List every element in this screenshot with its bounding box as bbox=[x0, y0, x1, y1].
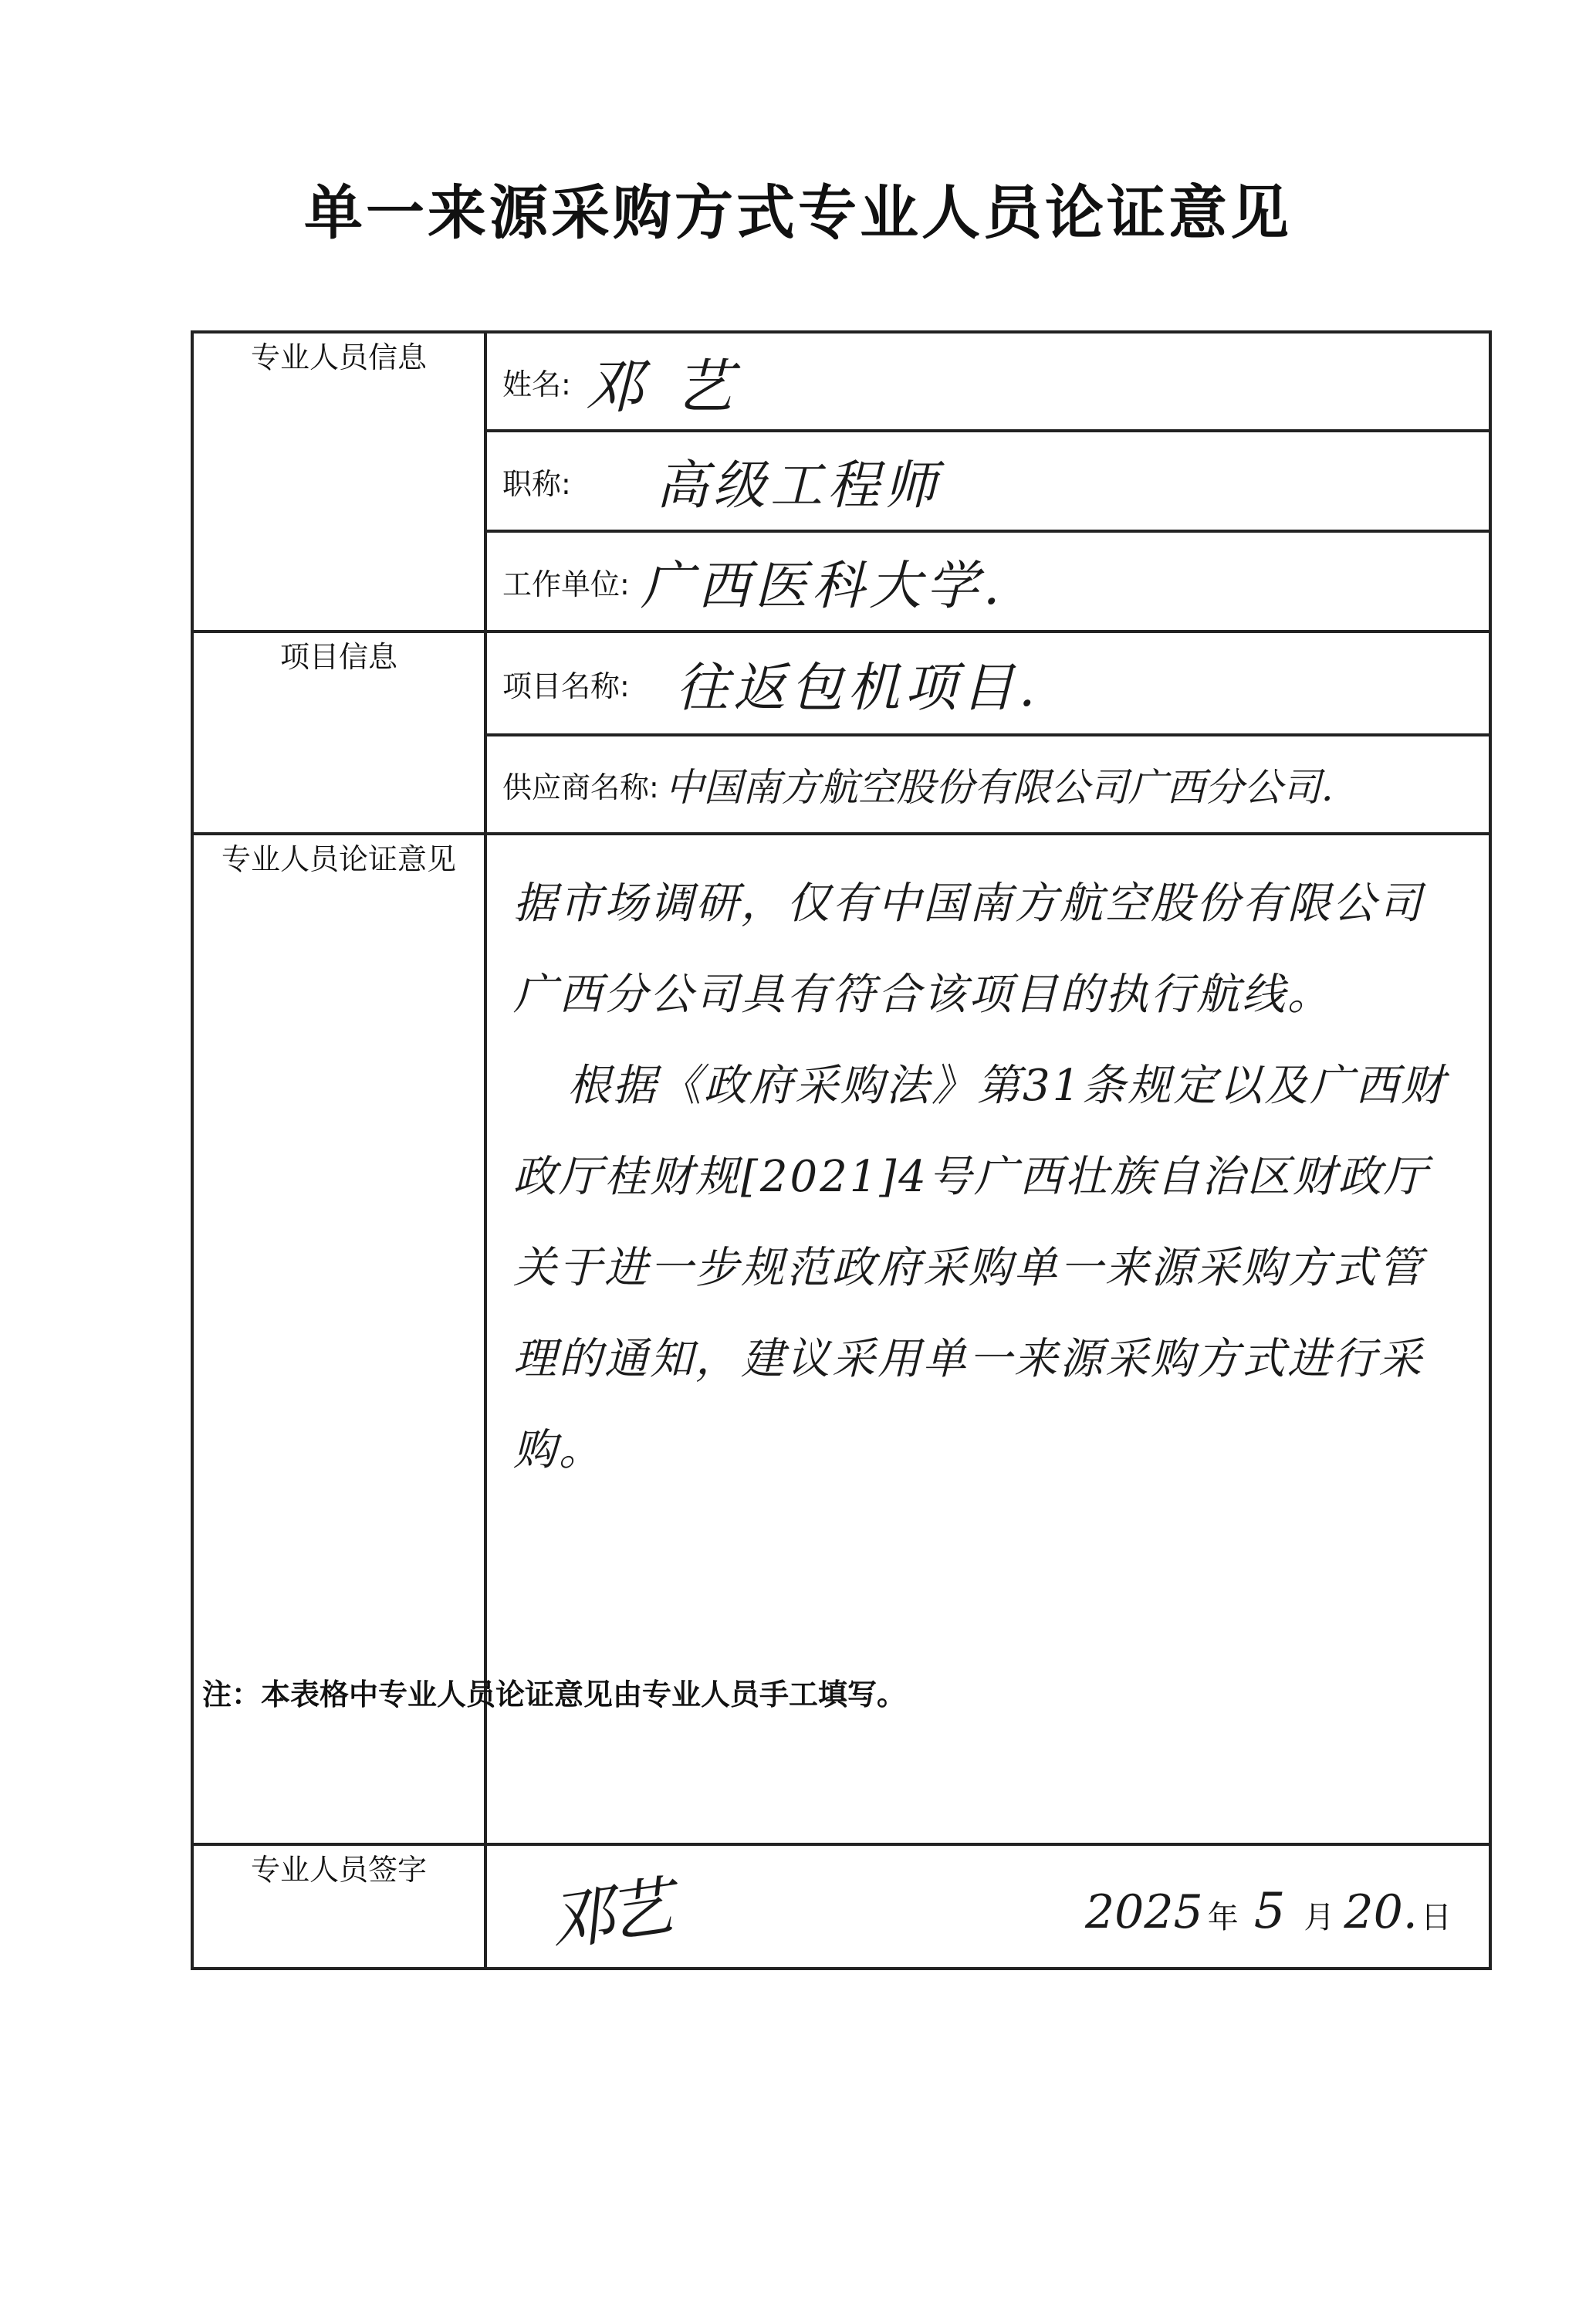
unit-label: 工作单位: bbox=[502, 567, 630, 601]
date-year-unit: 年 bbox=[1207, 1900, 1239, 1935]
opinion-paragraph-2: 根据《政府采购法》第31条规定以及广西财政厅桂财规[2021]4号广西壮族自治区财政厅关于进一步规范政府采购单一来源采购方式管理的通知，建议采用单一来源采购方式进行采购。 bbox=[513, 1061, 1447, 1475]
page-title: 单一来源采购方式专业人员论证意见 bbox=[304, 178, 1292, 247]
unit-field bbox=[485, 531, 1490, 631]
supplier-value: 中国南方航空股份有限公司广西分公司. bbox=[664, 765, 1334, 810]
signature-handwriting: 邓艺 bbox=[544, 1868, 671, 1961]
title-label: 职称: bbox=[502, 466, 571, 501]
date-day-unit: 日 bbox=[1420, 1900, 1452, 1935]
name-label: 姓名: bbox=[502, 367, 571, 401]
title-value: 高级工程师 bbox=[655, 455, 942, 516]
date-month: 5 bbox=[1253, 1883, 1286, 1940]
section-label-opinion: 专业人员论证意见 bbox=[192, 834, 485, 1844]
date-month-unit: 月 bbox=[1304, 1900, 1335, 1935]
name-value: 邓艺 bbox=[584, 351, 764, 421]
signature-date bbox=[1085, 1883, 1452, 1940]
supplier-label: 供应商名称: bbox=[502, 770, 659, 804]
title-field bbox=[485, 431, 1490, 531]
footnote: 注：本表格中专业人员论证意见由专业人员手工填写。 bbox=[202, 1678, 907, 1712]
opinion-form-table bbox=[191, 330, 1492, 1970]
project-field bbox=[485, 631, 1490, 735]
name-field bbox=[485, 332, 1490, 431]
opinion-paragraph-1: 据市场调研，仅有中国南方航空股份有限公司广西分公司具有符合该项目的执行航线。 bbox=[513, 879, 1424, 1020]
section-label-project-info: 项目信息 bbox=[192, 631, 485, 834]
unit-value: 广西医科大学. bbox=[640, 555, 1005, 617]
signature-cell bbox=[485, 1844, 1490, 1969]
section-label-expert-info: 专业人员信息 bbox=[192, 332, 485, 631]
project-value: 往返包机项目. bbox=[675, 657, 1040, 719]
supplier-field bbox=[485, 735, 1490, 834]
project-label: 项目名称: bbox=[502, 669, 630, 703]
section-label-signature: 专业人员签字 bbox=[192, 1844, 485, 1969]
date-year: 2025 bbox=[1085, 1885, 1203, 1939]
date-day: 20. bbox=[1344, 1885, 1418, 1939]
